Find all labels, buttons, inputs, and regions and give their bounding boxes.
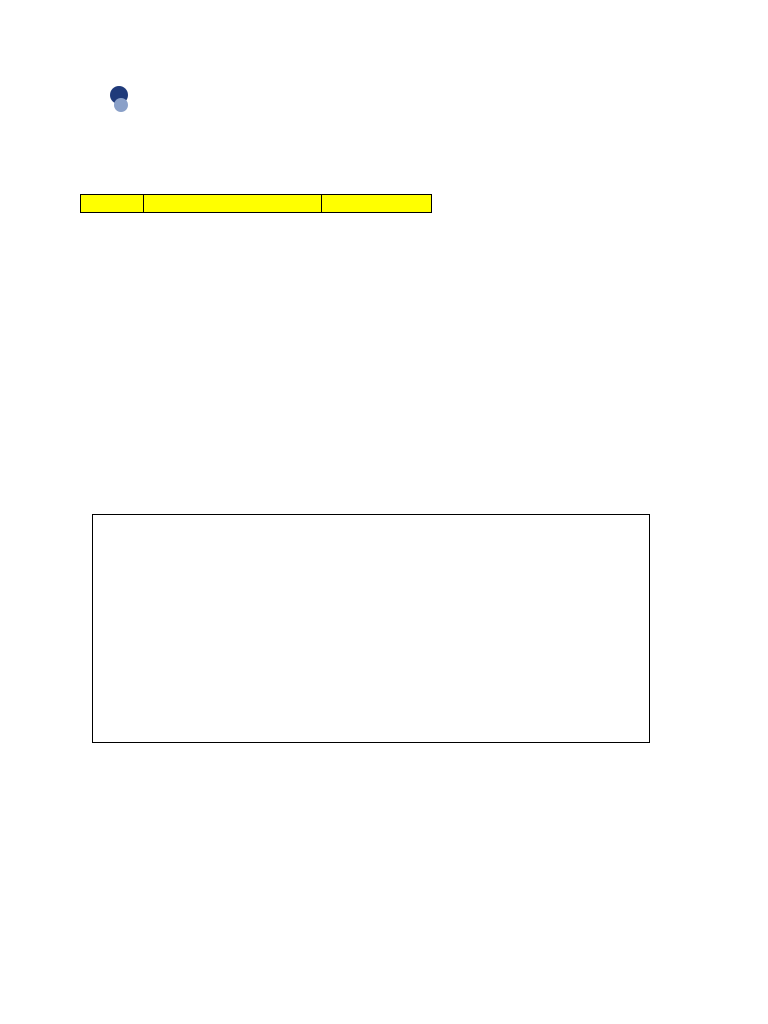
water-volume-table [80, 194, 432, 213]
header-bulan [144, 195, 322, 213]
header-no [81, 195, 144, 213]
table-header-row [81, 195, 432, 213]
company-logo [88, 84, 134, 114]
line-chart [92, 514, 650, 743]
chart-svg [93, 515, 651, 744]
header-jumlah [322, 195, 432, 213]
